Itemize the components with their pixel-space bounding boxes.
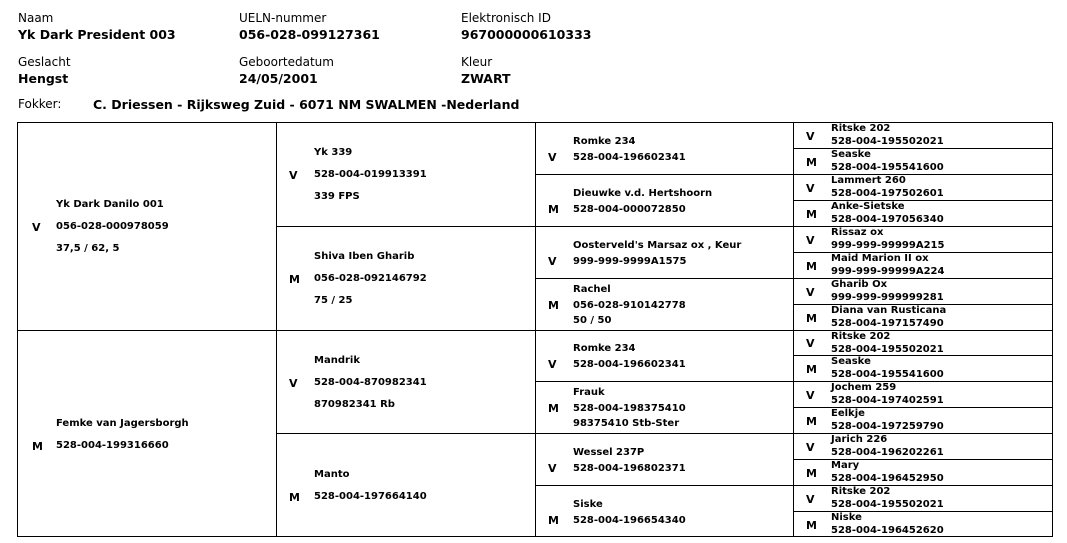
- horse-name-line: Ritske 202: [831, 331, 891, 342]
- horse-detail-line: 50 / 50: [573, 315, 612, 326]
- horse-info: [314, 350, 427, 416]
- dob-label: Geboortedatum: [239, 55, 334, 69]
- horse-name-line: Mary: [831, 460, 860, 471]
- sex-marker: V: [806, 389, 815, 402]
- pedigree-cell-gen3: [535, 485, 794, 537]
- color-label: Kleur: [461, 55, 493, 69]
- pedigree-cell-gen4: [793, 304, 1053, 331]
- pedigree-cell-gen4: [793, 148, 1053, 175]
- horse-name-line: Yk 339: [314, 147, 353, 158]
- sex-marker: M: [289, 491, 300, 504]
- horse-detail-line: 528-004-195502021: [831, 498, 944, 510]
- sex-marker: M: [548, 299, 559, 312]
- horse-name-line: Manto: [314, 469, 350, 480]
- sex-marker: V: [32, 221, 41, 234]
- pedigree-cell-gen2: [276, 433, 536, 537]
- sex-value: Hengst: [18, 71, 69, 86]
- horse-name-line: Diana van Rusticana: [831, 305, 947, 316]
- pedigree-cell-gen4: [793, 355, 1053, 382]
- horse-detail-line: 339 FPS: [314, 191, 360, 202]
- sex-marker: V: [548, 151, 557, 164]
- pedigree-cell-gen2: [276, 330, 536, 434]
- horse-detail-line: 528-004-196802371: [573, 462, 686, 474]
- pedigree-cell-gen4: [793, 226, 1053, 253]
- horse-detail-line: 528-004-195541600: [831, 161, 944, 173]
- horse-detail-line: 528-004-196602341: [573, 151, 686, 163]
- horse-info: [573, 385, 686, 432]
- chip-label: Elektronisch ID: [461, 11, 551, 25]
- horse-name-line: Jarich 226: [831, 434, 888, 445]
- horse-info: [831, 434, 944, 459]
- pedigree-cell-gen4: [793, 433, 1053, 460]
- horse-info: [56, 194, 169, 260]
- horse-detail-line: 870982341 Rb: [314, 399, 395, 410]
- sex-marker: M: [806, 208, 817, 221]
- horse-name-line: Maid Marion II ox: [831, 253, 929, 264]
- sex-marker: V: [806, 234, 815, 247]
- horse-name-line: Gharib Ox: [831, 279, 888, 290]
- horse-info: [831, 201, 944, 226]
- ueln-label: UELN-nummer: [239, 11, 327, 25]
- horse-detail-line: 999-999-99999A224: [831, 265, 945, 277]
- horse-detail-line: 056-028-000978059: [56, 221, 169, 232]
- pedigree-cell-gen4: [793, 381, 1053, 408]
- pedigree-cell-gen4: [793, 122, 1053, 149]
- horse-detail-line: 528-004-196452950: [831, 472, 944, 484]
- horse-name-line: Romke 234: [573, 343, 636, 354]
- horse-detail-line: 528-004-195502021: [831, 135, 944, 147]
- horse-detail-line: 528-004-196202261: [831, 446, 944, 458]
- name-label: Naam: [18, 11, 54, 25]
- horse-name-line: Dieuwke v.d. Hertshoorn: [573, 188, 713, 199]
- color-value: ZWART: [461, 71, 511, 86]
- horse-name-line: Niske: [831, 512, 862, 523]
- horse-detail-line: 528-004-196602341: [573, 358, 686, 370]
- horse-name-line: Seaske: [831, 149, 871, 160]
- sex-marker: V: [289, 169, 298, 182]
- horse-info: [573, 497, 686, 528]
- horse-info: [831, 408, 944, 433]
- pedigree-cell-gen4: [793, 252, 1053, 279]
- sex-marker: V: [806, 441, 815, 454]
- horse-info: [831, 486, 944, 511]
- horse-name-line: Oosterveld's Marsaz ox , Keur: [573, 240, 742, 251]
- horse-detail-line: 98375410 Stb-Ster: [573, 418, 680, 429]
- pedigree-cell-gen3: [535, 226, 794, 279]
- color-block: [461, 55, 511, 87]
- sex-marker: M: [806, 312, 817, 325]
- sex-marker: M: [806, 260, 817, 273]
- horse-name-line: Ritske 202: [831, 486, 891, 497]
- breeder-value: C. Driessen - Rijksweg Zuid - 6071 NM SWALMEN -Nederland: [93, 97, 520, 112]
- horse-name-line: Anke-Sietske: [831, 201, 905, 212]
- horse-detail-line: 528-004-197502601: [831, 187, 944, 199]
- sex-marker: M: [806, 415, 817, 428]
- horse-info: [831, 279, 944, 304]
- chip-block: [461, 11, 591, 43]
- sex-marker: M: [548, 402, 559, 415]
- sex-marker: M: [806, 363, 817, 376]
- ueln-value: 056-028-099127361: [239, 27, 380, 42]
- pedigree-cell-gen4: [793, 200, 1053, 227]
- breeder-label: Fokker:: [18, 97, 62, 111]
- horse-detail-line: 528-004-196654340: [573, 514, 686, 526]
- horse-name-line: Ritske 202: [831, 123, 891, 134]
- name-block: [18, 11, 176, 43]
- horse-info: [831, 356, 944, 381]
- pedigree-cell-gen3: [535, 433, 794, 486]
- pedigree-cell-gen4: [793, 278, 1053, 305]
- horse-detail-line: 528-004-197664140: [314, 491, 427, 502]
- horse-name-line: Wessel 237P: [573, 447, 645, 458]
- dob-value: 24/05/2001: [239, 71, 318, 86]
- sex-marker: M: [32, 440, 43, 453]
- pedigree-cell-gen4: [793, 330, 1053, 356]
- horse-info: [831, 305, 946, 330]
- horse-name-line: Seaske: [831, 356, 871, 367]
- sex-marker: V: [806, 337, 815, 350]
- sex-marker: M: [806, 467, 817, 480]
- horse-name-line: Romke 234: [573, 136, 636, 147]
- pedigree-cell-gen3: [535, 278, 794, 331]
- horse-name-line: Rissaz ox: [831, 227, 884, 238]
- pedigree-cell-gen3: [535, 330, 794, 382]
- horse-name-line: Jochem 259: [831, 382, 897, 393]
- horse-detail-line: 37,5 / 62, 5: [56, 243, 120, 254]
- horse-info: [314, 464, 427, 508]
- sex-block: [18, 55, 71, 87]
- sex-marker: V: [806, 130, 815, 143]
- pedigree-cell-gen3: [535, 122, 794, 175]
- sex-marker: V: [548, 358, 557, 371]
- pedigree-cell-gen2: [276, 122, 536, 227]
- horse-info: [314, 142, 427, 208]
- horse-detail-line: 528-004-197402591: [831, 394, 944, 406]
- horse-info: [831, 460, 944, 485]
- horse-info: [831, 227, 944, 252]
- horse-detail-line: 999-999-999999281: [831, 291, 944, 303]
- horse-detail-line: 528-004-197259790: [831, 420, 944, 432]
- horse-detail-line: 528-004-000072850: [573, 203, 686, 215]
- horse-detail-line: 528-004-198375410: [573, 402, 686, 414]
- horse-name-line: Lammert 260: [831, 175, 906, 186]
- sex-marker: M: [289, 273, 300, 286]
- horse-detail-line: 056-028-092146792: [314, 273, 427, 284]
- pedigree-cell-gen2: [276, 226, 536, 331]
- horse-info: [56, 413, 189, 457]
- horse-name-line: Eelkje: [831, 408, 865, 419]
- sex-marker: V: [548, 462, 557, 475]
- horse-name-line: Femke van Jagersborgh: [56, 418, 189, 429]
- pedigree-table: [17, 122, 1053, 537]
- horse-detail-line: 528-004-197157490: [831, 317, 944, 329]
- horse-info: [831, 512, 944, 537]
- horse-info: [831, 175, 944, 200]
- horse-detail-line: 999-999-99999A215: [831, 239, 945, 251]
- horse-name-line: Shiva Iben Gharib: [314, 251, 415, 262]
- pedigree-cell-gen4: [793, 407, 1053, 434]
- pedigree-cell-gen1: [17, 330, 277, 537]
- horse-name-line: Mandrik: [314, 355, 360, 366]
- horse-detail-line: 528-004-870982341: [314, 377, 427, 388]
- horse-info: [314, 246, 427, 312]
- horse-info: [573, 282, 686, 329]
- breeder-row: [18, 97, 520, 112]
- pedigree-cell-gen3: [535, 174, 794, 227]
- horse-info: [573, 445, 686, 476]
- horse-info: [831, 253, 944, 278]
- horse-name-line: Rachel: [573, 284, 611, 295]
- sex-marker: V: [806, 182, 815, 195]
- ueln-block: [239, 11, 380, 43]
- horse-name: Yk Dark President 003: [18, 27, 176, 42]
- sex-marker: V: [289, 377, 298, 390]
- sex-marker: V: [806, 286, 815, 299]
- pedigree-cell-gen4: [793, 511, 1053, 537]
- horse-detail-line: 528-004-197056340: [831, 213, 944, 225]
- horse-detail-line: 528-004-196452620: [831, 524, 944, 536]
- horse-info: [573, 238, 741, 269]
- horse-name-line: Frauk: [573, 387, 605, 398]
- pedigree-cell-gen4: [793, 459, 1053, 486]
- horse-name-line: Yk Dark Danilo 001: [56, 199, 164, 210]
- sex-marker: V: [806, 493, 815, 506]
- horse-info: [831, 382, 944, 407]
- horse-info: [573, 134, 686, 165]
- dob-block: [239, 55, 334, 87]
- horse-info: [831, 331, 944, 356]
- horse-detail-line: 056-028-910142778: [573, 299, 686, 311]
- horse-detail-line: 75 / 25: [314, 295, 353, 306]
- pedigree-cell-gen4: [793, 485, 1053, 512]
- sex-label: Geslacht: [18, 55, 71, 69]
- pedigree-cell-gen1: [17, 122, 277, 331]
- sex-marker: M: [806, 519, 817, 532]
- horse-info: [573, 186, 712, 217]
- horse-detail-line: 528-004-019913391: [314, 169, 427, 180]
- sex-marker: M: [548, 514, 559, 527]
- horse-info: [573, 341, 686, 372]
- sex-marker: M: [548, 203, 559, 216]
- horse-name-line: Siske: [573, 499, 603, 510]
- pedigree-cell-gen4: [793, 174, 1053, 201]
- horse-info: [831, 149, 944, 174]
- horse-detail-line: 528-004-195502021: [831, 343, 944, 355]
- horse-detail-line: 999-999-9999A1575: [573, 255, 687, 267]
- chip-value: 967000000610333: [461, 27, 592, 42]
- pedigree-cell-gen3: [535, 381, 794, 434]
- horse-detail-line: 528-004-195541600: [831, 368, 944, 380]
- horse-detail-line: 528-004-199316660: [56, 440, 169, 451]
- horse-info: [831, 123, 944, 148]
- sex-marker: M: [806, 156, 817, 169]
- sex-marker: V: [548, 255, 557, 268]
